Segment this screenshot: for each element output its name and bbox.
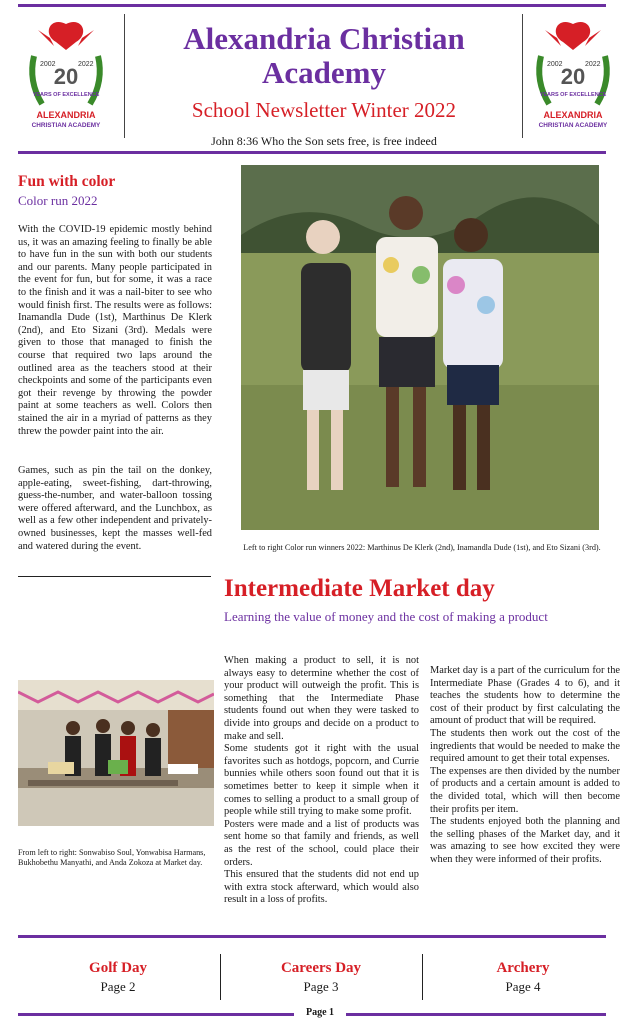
color-run-heading: Fun with color <box>18 173 116 190</box>
page-number: Page 1 <box>305 1007 335 1018</box>
svg-text:2022: 2022 <box>78 61 94 68</box>
header-bottom-rule <box>18 151 606 154</box>
svg-text:2002: 2002 <box>547 61 563 68</box>
footer-link-archery[interactable]: Archery Page 4 <box>496 960 550 994</box>
school-logo-right <box>527 16 619 131</box>
market-day-subheading: Learning the value of money and the cost of making a product <box>224 609 548 624</box>
footer-bottom-rule-right <box>346 1013 606 1016</box>
svg-text:2022: 2022 <box>585 61 601 68</box>
market-day-heading: Intermediate Market day <box>224 575 495 602</box>
newsletter-title: School Newsletter Winter 2022 <box>191 98 457 122</box>
footer-bottom-rule-left <box>18 1013 294 1016</box>
svg-text:YEARS OF EXCELLENCE: YEARS OF EXCELLENCE <box>32 92 100 98</box>
svg-text:ALEXANDRIA: ALEXANDRIA <box>36 110 96 120</box>
heart-dove-icon <box>556 22 590 50</box>
market-day-photo <box>18 680 214 826</box>
paragraph: Market day is a part of the curriculum for the Intermediate Phase (Grades 4 to 6), and it teaches the students how to determine the cost of their product by first calculating the amount of product that will be required. <box>430 665 620 727</box>
paragraph: The students then work out the cost of the ingredients that would be needed to make the required amount to get their total expenses. <box>430 727 620 765</box>
paragraph: The expenses are then divided by the number of products and a certain amount is added to the divided total, which will then become their profits per item. <box>430 765 620 815</box>
svg-text:YEARS OF EXCELLENCE: YEARS OF EXCELLENCE <box>539 92 607 98</box>
color-run-paragraph-2: Games, such as pin the tail on the donkey, apple-eating, sweet-fishing, dart-throwing, guess-the-number, and water-balloon tossing were offered afterward, and the Lunchbox, as well as a few other independent and privately-owned businesses, kept the masses well-fed and watered during the event. <box>18 465 212 552</box>
paragraph: This ensured that the students did not end up with extra stock afterward, which would also result in a loss of profits. <box>224 869 419 906</box>
paragraph: Posters were made and a list of products was sent home so that family and friends, as well as the rest of the school, could place their orders. <box>224 818 419 868</box>
footer-link-golf-day[interactable]: Golf Day Page 2 <box>89 960 147 994</box>
footer-top-rule <box>18 935 606 938</box>
svg-text:20: 20 <box>560 64 586 89</box>
market-day-caption: From left to right: Sonwabiso Soul, Yonwabisa Harmans, Bukhobethu Manyathi, and Anda Zokoza at Market day. <box>18 848 206 867</box>
heart-dove-icon <box>49 22 83 50</box>
top-rule <box>18 4 606 7</box>
paragraph: Some students got it right with the usual favorites such as hotdogs, popcorn, and Currie bunnies while others soon found out that it is sometimes better to keep it simple when it comes to selling a product to a small group of people while still trying to make some profit. <box>224 743 419 818</box>
school-name: Alexandria Christian Academy <box>183 21 465 90</box>
section-divider <box>18 576 211 577</box>
svg-text:ALEXANDRIA: ALEXANDRIA <box>543 110 603 120</box>
school-logo-left <box>20 16 112 131</box>
header-divider-right <box>522 14 523 138</box>
logo-number: 20 <box>53 64 79 89</box>
market-day-column-1 <box>224 655 419 907</box>
footer-link-careers-day[interactable]: Careers Day Page 3 <box>280 960 362 994</box>
paragraph: The students enjoyed both the planning and the selling phases of the Market day, and it was amazing to see how excited they were when they were informed of their profits. <box>430 816 620 865</box>
paragraph: When making a product to sell, it is not always easy to determine whether the cost of your product will outweigh the profit. This is something that the Intermediate Phase students found out when they were tasked to divide into groups and decide on a product to make and sell. <box>224 655 419 742</box>
color-run-paragraph-1: With the COVID-19 epidemic mostly behind us, it was an amazing feeling to finally be able to have fun in the sun with both our students and our parents. Many people participated in the event for fun, but for some, it was a race to the finish and it was a nail-biter to see who would finish first. The results were as follows: Inamandla Dude (1st), Marthinus De Klerk (2nd), and Eto Sizani (3rd). Medals were given to those that managed to finish the course that required two laps around the outlined area as the teachers stood at their checkpoints and some of the participants even got their revenge by throwing the powder paint at some teachers as well. Colors then stained the air in a myriad of patterns as they threw the powder paint into the air. <box>18 224 212 437</box>
color-run-photo <box>241 165 599 530</box>
svg-text:CHRISTIAN ACADEMY: CHRISTIAN ACADEMY <box>538 122 608 129</box>
verse: John 8:36 Who the Son sets free, is free indeed <box>211 134 437 148</box>
color-run-subheading: Color run 2022 <box>18 193 98 208</box>
svg-text:CHRISTIAN ACADEMY: CHRISTIAN ACADEMY <box>31 122 101 129</box>
svg-text:2002: 2002 <box>40 61 56 68</box>
header-divider-left <box>124 14 125 138</box>
color-run-caption: Left to right Color run winners 2022: Marthinus De Klerk (2nd), Inamandla Dude (1st), and Eto Sizani (3rd). <box>243 543 601 552</box>
market-day-column-2 <box>430 665 620 867</box>
